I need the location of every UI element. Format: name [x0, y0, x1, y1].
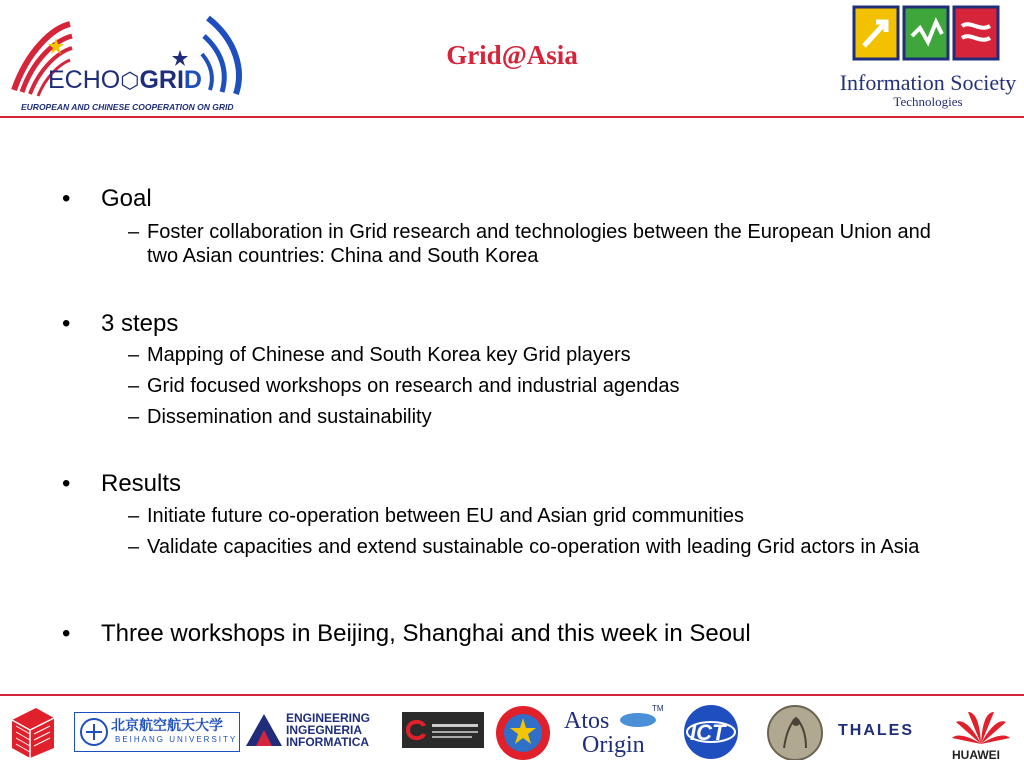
- ist-line1: Information Society: [839, 70, 1017, 95]
- subitem-text: Foster collaboration in Grid research and technologies between the European Union and two Asian countries: China and South Korea: [147, 221, 931, 267]
- beihang-logo: [74, 712, 240, 752]
- beihang-emblem-icon: [79, 715, 109, 749]
- cnic-logo: [402, 712, 484, 748]
- footer-divider: [0, 694, 1024, 696]
- ist-icon-blocks: [832, 4, 1020, 70]
- atos-origin-logo: Atos Origin TM: [564, 704, 664, 758]
- echogrid-subtitle: EUROPEAN AND CHINESE COOPERATION ON GRID: [21, 102, 234, 112]
- huawei-logo: HUAWEI: [946, 704, 1016, 760]
- beihang-cn: 北京航空航天大学: [111, 717, 223, 733]
- slide-header: [0, 0, 1024, 118]
- coin-emblem-icon: [766, 704, 824, 760]
- subitem-text: Mapping of Chinese and South Korea key Grid players: [147, 344, 631, 366]
- slide-title: Grid@Asia: [446, 40, 578, 70]
- echogrid-wordmark: ECHO⬡GRID: [48, 66, 202, 94]
- red-cube-logo: [8, 704, 58, 760]
- bullet-dot: •: [62, 185, 71, 212]
- beihang-en: BEIHANG UNIVERSITY: [115, 735, 238, 744]
- huawei-petal-icon: [946, 704, 1016, 746]
- bullet-label: Three workshops in Beijing, Shanghai and this week in Seoul: [101, 620, 751, 647]
- cnic-emblem-icon: [402, 712, 484, 748]
- bullet-label: Goal: [101, 185, 152, 212]
- bullet-label: 3 steps: [101, 310, 179, 337]
- subitem-text: Validate capacities and extend sustainable co-operation with leading Grid actors in Asia: [147, 536, 920, 558]
- thales-logo: THALES: [838, 722, 914, 739]
- ict-logo: ICT: [676, 704, 746, 760]
- ist-line2: Technologies: [893, 94, 963, 109]
- partner-logos: [0, 698, 1024, 768]
- header-divider: [0, 116, 1024, 118]
- university-seal-icon: [494, 704, 552, 760]
- subitem-text: Dissemination and sustainability: [147, 406, 432, 428]
- bullet-dot: •: [62, 470, 71, 497]
- echogrid-logo: [8, 10, 258, 112]
- subitem-text: Initiate future co-operation between EU and Asian grid communities: [147, 505, 745, 527]
- ist-logo: [832, 4, 1020, 112]
- engineering-triangle-icon: [244, 712, 284, 748]
- subitem-text: Grid focused workshops on research and industrial agendas: [147, 375, 680, 397]
- atos-swoosh-icon: [618, 710, 658, 730]
- bullet-dot: •: [62, 310, 71, 337]
- bullet-label: Results: [101, 470, 182, 497]
- engineering-text: ENGINEERING INGEGNERIA INFORMATICA: [286, 711, 371, 749]
- engineering-logo: [244, 710, 384, 766]
- bullet-dot: •: [62, 620, 71, 647]
